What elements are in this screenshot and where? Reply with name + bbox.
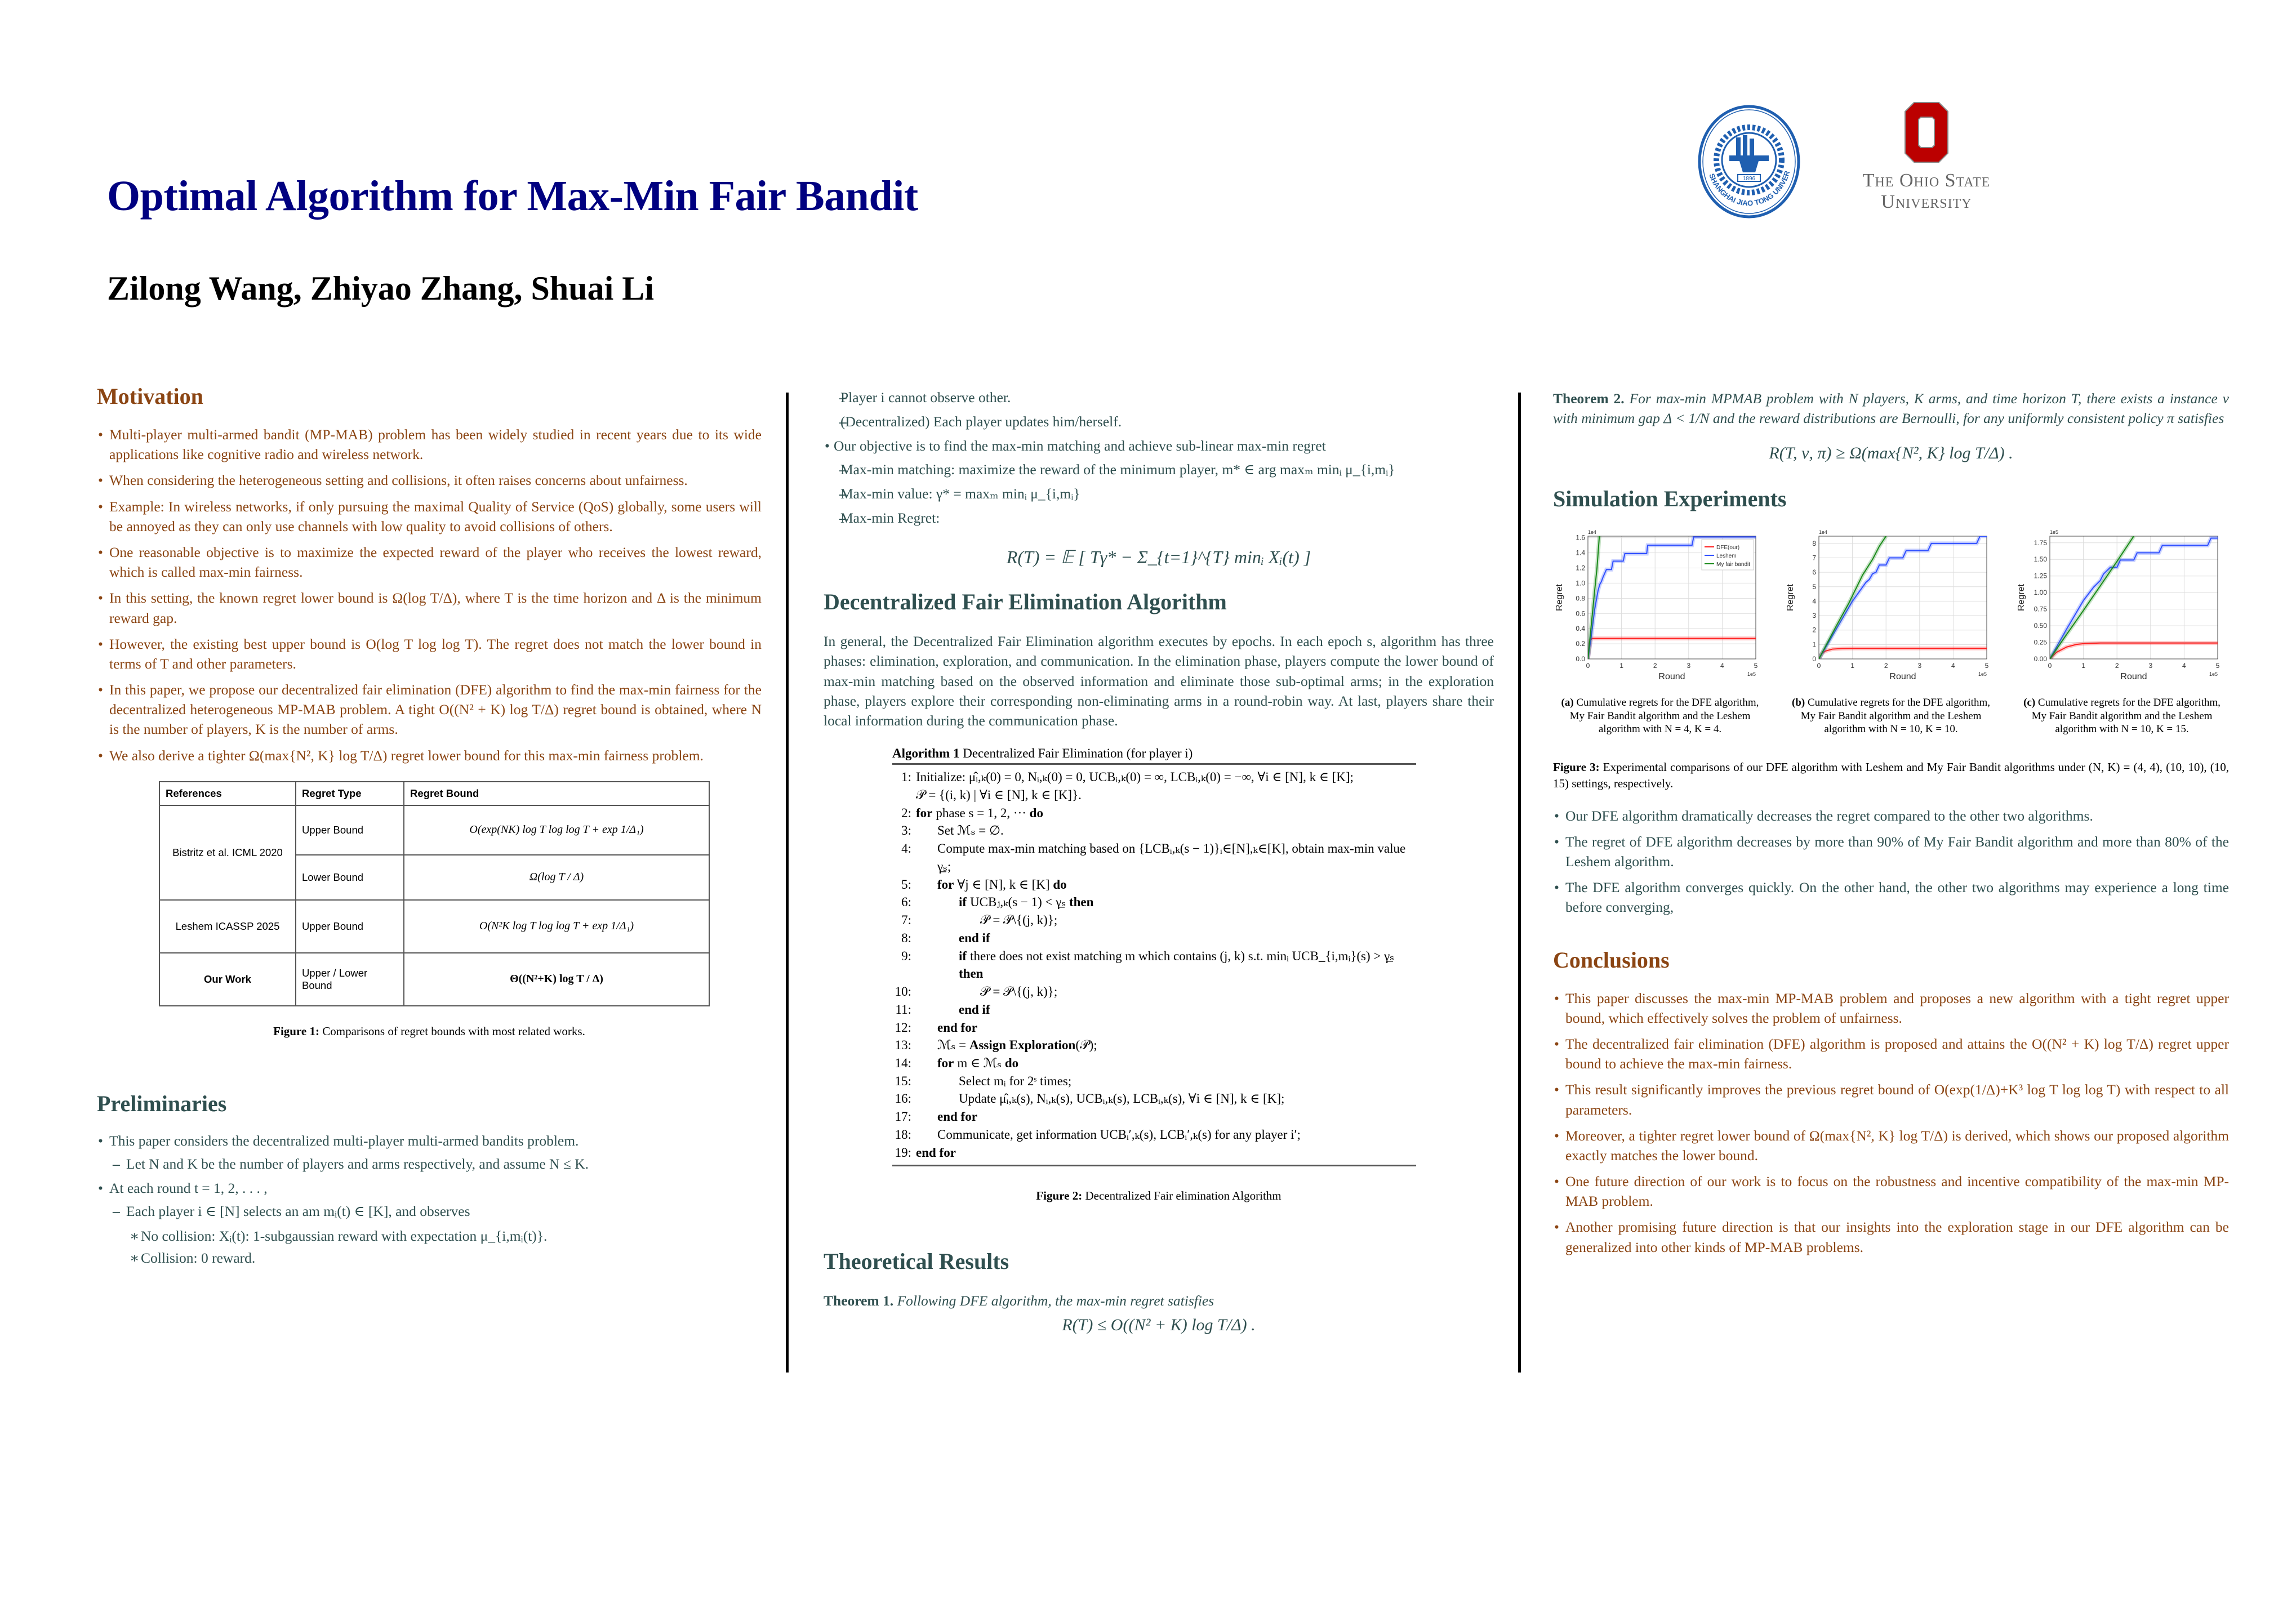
comparison-table-figure bbox=[97, 781, 762, 1039]
series-line-my-fair-bandit bbox=[2050, 536, 2134, 659]
simulation-bullet: • Our DFE algorithm dramatically decreases the regret compared to the other two algorithms. bbox=[1553, 806, 2229, 826]
chart-c-subcaption bbox=[2015, 696, 2229, 736]
algorithm-text: m ∈ ℳₛ bbox=[957, 1055, 1005, 1070]
preliminaries-body bbox=[97, 1131, 762, 1268]
x-tick-label: 2 bbox=[1653, 662, 1657, 670]
algorithm-line bbox=[892, 893, 1416, 911]
motivation-bullet: • We also derive a tighter Ω(max{N², K} log T/Δ) regret lower bound for this max-min fairness problem. bbox=[97, 746, 762, 765]
prelim-subsubbullet: ∗ Collision: 0 reward. bbox=[97, 1248, 762, 1268]
line-number: 11: bbox=[895, 1002, 911, 1017]
table-cell-type: Upper Bound bbox=[296, 805, 404, 855]
algorithm-figure bbox=[824, 746, 1494, 1203]
legend-label: Leshem bbox=[1716, 553, 1737, 560]
caption-label: Figure 2: bbox=[1036, 1189, 1083, 1203]
y-tick-label: 0.75 bbox=[2034, 605, 2047, 613]
section-heading-motivation: Motivation bbox=[97, 384, 203, 409]
line-body bbox=[916, 983, 1057, 1001]
osu-name-line1: The Ohio State bbox=[1862, 170, 1991, 191]
algorithm-line bbox=[892, 1054, 1416, 1072]
line-number: 9: bbox=[901, 948, 911, 963]
line-body bbox=[916, 1126, 1301, 1144]
chart-a-subcaption bbox=[1553, 696, 1767, 736]
y-tick-label: 1.75 bbox=[2034, 539, 2047, 547]
line-body bbox=[916, 893, 1093, 911]
line-body bbox=[916, 840, 1416, 875]
algorithm-box bbox=[892, 746, 1416, 1166]
y-tick-label: 0.0 bbox=[1576, 655, 1585, 663]
line-number: 7: bbox=[901, 913, 911, 928]
y-tick-label: 0.00 bbox=[2034, 655, 2047, 663]
y-tick-label: 8 bbox=[1812, 540, 1816, 548]
algorithm-line bbox=[892, 1108, 1416, 1126]
chart-a bbox=[1553, 525, 1767, 736]
middle-column bbox=[824, 387, 1494, 1345]
line-body bbox=[916, 804, 1043, 822]
objective-subbullet: – Max-min matching: maximize the reward of the minimum player, m* ∈ arg maxₘ minᵢ μ_{i,mᵢ} bbox=[824, 460, 1494, 479]
line-body bbox=[916, 929, 994, 947]
theoretical-results-section bbox=[824, 1248, 1494, 1334]
motivation-bullet: • One reasonable objective is to maximize the expected reward of the player who receives the lowest reward, which is called max-min fairness. bbox=[97, 542, 762, 582]
chart-row bbox=[1553, 525, 2229, 736]
algorithm-line bbox=[892, 1036, 1416, 1054]
y-multiplier: 1e4 bbox=[1588, 529, 1597, 536]
osu-logo bbox=[1853, 101, 2000, 214]
algorithm-line bbox=[892, 768, 1416, 786]
algorithm-keyword: for bbox=[916, 805, 933, 820]
y-tick-label: 4 bbox=[1812, 597, 1816, 605]
algorithm-line bbox=[892, 1001, 1416, 1019]
table-header-row bbox=[159, 782, 709, 805]
line-number: 3: bbox=[901, 823, 911, 838]
algorithm-lines bbox=[892, 768, 1416, 1161]
y-tick-label: 1.00 bbox=[2034, 589, 2047, 597]
line-number: 6: bbox=[901, 895, 911, 910]
y-axis-label: Regret bbox=[1555, 584, 1564, 612]
legend-label: My fair bandit bbox=[1716, 562, 1751, 568]
algorithm-text: ℳₛ = bbox=[937, 1038, 969, 1053]
objective-subbullet: – Max-min Regret: bbox=[824, 508, 1494, 528]
subcaption-text: Cumulative regrets for the DFE algorithm, My Fair Bandit algorithm and the Leshem algorithm with N = 10, K = 10. bbox=[1800, 697, 1990, 735]
prelim-bullet: • This paper considers the decentralized multi-player multi-armed bandits problem. bbox=[97, 1131, 762, 1151]
algorithm-line bbox=[892, 786, 1416, 804]
x-tick-label: 5 bbox=[1984, 662, 1989, 670]
theorem-1 bbox=[824, 1291, 1494, 1311]
prelim-subbullet: – Let N and K be the number of players and arms respectively, and assume N ≤ K. bbox=[97, 1154, 762, 1174]
line-number: 18: bbox=[895, 1127, 911, 1142]
series-band-dfe-our- bbox=[2050, 643, 2218, 659]
y-tick-label: 0.6 bbox=[1576, 609, 1585, 618]
algorithm-line bbox=[892, 983, 1416, 1001]
x-multiplier: 1e5 bbox=[2209, 671, 2218, 678]
motivation-bullet: • Example: In wireless networks, if only pursuing the maximal Quality of Service (QoS) globally, some users will be annoyed as they can only use channels with low quality to avoid collisions of others. bbox=[97, 497, 762, 536]
caption-text: Decentralized Fair elimination Algorithm bbox=[1085, 1189, 1282, 1203]
motivation-section bbox=[97, 383, 762, 765]
figure-1-caption bbox=[97, 1024, 762, 1039]
y-tick-label: 5 bbox=[1812, 583, 1816, 591]
theorem-2-equation: R(T, ν, π) ≥ Ω(max{N², K} log T/Δ) . bbox=[1769, 444, 2013, 463]
x-tick-label: 2 bbox=[2115, 662, 2119, 670]
y-tick-label: 1.25 bbox=[2034, 572, 2047, 581]
algorithm-line bbox=[892, 840, 1416, 875]
theorem-label: Theorem 2. bbox=[1553, 390, 1625, 407]
objective-bullet: • Our objective is to find the max-min matching and achieve sub-linear max-min regret bbox=[824, 436, 1494, 456]
algorithm-line bbox=[892, 929, 1416, 947]
line-body bbox=[916, 1019, 981, 1037]
dfe-paragraph: In general, the Decentralized Fair Elimination algorithm executes by epochs. In each epoch s, algorithm has three phases: elimination, exploration, and communication. In the elimination phase, players compute the lower bound of max-min matching based on the observed information and eliminate those sub-optimal arms; in the exploration phase, players explore their corresponding non-eliminating arms in a round-robin way. At last, players share their local information during the communication phase. bbox=[824, 633, 1494, 729]
chart-b-subcaption bbox=[1784, 696, 1998, 736]
series-band-leshem bbox=[2050, 538, 2218, 659]
algorithm-line bbox=[892, 911, 1416, 929]
algorithm-line bbox=[892, 1072, 1416, 1090]
x-tick-label: 0 bbox=[1586, 662, 1590, 670]
algorithm-text: ∀j ∈ [N], k ∈ [K] bbox=[957, 877, 1053, 892]
subcaption-text: Cumulative regrets for the DFE algorithm, My Fair Bandit algorithm and the Leshem algorithm with N = 10, K = 15. bbox=[2031, 697, 2221, 735]
section-heading-theory: Theoretical Results bbox=[824, 1249, 1009, 1275]
sjtu-logo bbox=[1696, 103, 1803, 221]
x-tick-label: 4 bbox=[1951, 662, 1955, 670]
preliminaries-section bbox=[97, 1090, 762, 1268]
line-number: 8: bbox=[901, 930, 911, 945]
algorithm-rule bbox=[892, 1165, 1416, 1166]
x-tick-label: 5 bbox=[1754, 662, 1758, 670]
prelim-subbullet: – Each player i ∈ [N] selects an am mᵢ(t) ∈ [K], and observes bbox=[97, 1201, 762, 1221]
algorithm-name: Decentralized Fair Elimination (for player i) bbox=[963, 746, 1193, 761]
algorithm-keyword: for bbox=[937, 1055, 954, 1070]
line-number: 2: bbox=[901, 805, 911, 820]
subcaption-label: (c) bbox=[2023, 697, 2036, 709]
line-body bbox=[916, 947, 1416, 983]
series-band-dfe-our- bbox=[1588, 639, 1756, 659]
plot-frame bbox=[2050, 536, 2218, 659]
motivation-list bbox=[97, 425, 762, 765]
y-tick-label: 0.25 bbox=[2034, 638, 2047, 647]
y-tick-label: 6 bbox=[1812, 568, 1816, 577]
line-number: 14: bbox=[895, 1055, 911, 1070]
table-header: Regret Bound bbox=[404, 782, 709, 805]
y-tick-label: 0.50 bbox=[2034, 622, 2047, 630]
algorithm-text: 𝒫 = 𝒫\{(j, k)}; bbox=[980, 984, 1058, 999]
x-tick-label: 3 bbox=[1687, 662, 1691, 670]
conclusion-bullet: • Another promising future direction is that our insights into the exploration stage in our DFE algorithm can be generalized into other kinds of MP-MAB problems. bbox=[1553, 1217, 2229, 1256]
series-line-dfe-our- bbox=[1588, 639, 1756, 659]
line-body bbox=[916, 1054, 1018, 1072]
objective-subbullet: – Max-min value: γ* = maxₘ minᵢ μ_{i,mᵢ} bbox=[824, 484, 1494, 503]
algorithm-text: Set ℳₛ = ∅. bbox=[937, 823, 1004, 838]
y-multiplier: 1e4 bbox=[1819, 529, 1828, 536]
x-tick-label: 3 bbox=[1917, 662, 1922, 670]
algorithm-line bbox=[892, 822, 1416, 840]
y-tick-label: 1.6 bbox=[1576, 534, 1585, 542]
line-number: 13: bbox=[895, 1038, 911, 1053]
right-column bbox=[1553, 389, 2229, 1263]
table-cell-bound: Ω(log T / Δ) bbox=[404, 855, 709, 900]
table-row bbox=[159, 805, 709, 855]
motivation-bullet: • When considering the heterogeneous setting and collisions, it often raises concerns about unfairness. bbox=[97, 470, 762, 490]
motivation-bullet: • Multi-player multi-armed bandit (MP-MAB) problem has been widely studied in recent years due to its wide applications like cognitive radio and wireless network. bbox=[97, 425, 762, 464]
theorem-text: Following DFE algorithm, the max-min regret satisfies bbox=[897, 1293, 1214, 1309]
x-tick-label: 0 bbox=[1817, 662, 1821, 670]
y-tick-label: 0.4 bbox=[1576, 625, 1585, 633]
poster-title: Optimal Algorithm for Max-Min Fair Bandit bbox=[107, 172, 918, 220]
table-cell-type: Lower Bound bbox=[296, 855, 404, 900]
column-divider bbox=[786, 393, 789, 1373]
prelim-bullet: • At each round t = 1, 2, . . . , bbox=[97, 1178, 762, 1198]
series-band-dfe-our- bbox=[1819, 649, 1987, 660]
line-body bbox=[916, 1144, 959, 1162]
theorem-1-equation: R(T) ≤ O((N² + K) log T/Δ) . bbox=[1062, 1315, 1256, 1334]
algorithm-line bbox=[892, 1090, 1416, 1108]
table-row bbox=[159, 900, 709, 953]
figure-2-caption bbox=[824, 1189, 1494, 1203]
osu-name-line2: University bbox=[1881, 191, 1972, 212]
subcaption-text: Cumulative regrets for the DFE algorithm, My Fair Bandit algorithm and the Leshem algorithm with N = 4, K = 4. bbox=[1569, 697, 1759, 735]
x-axis-label: Round bbox=[2120, 672, 2147, 682]
line-number: 16: bbox=[895, 1091, 911, 1106]
prelim-subsubbullet: ∗ No collision: Xᵢ(t): 1-subgaussian reward with expectation μ_{i,mᵢ(t)}. bbox=[97, 1226, 762, 1246]
table-cell-ref: Bistritz et al. ICML 2020 bbox=[159, 805, 296, 900]
caption-text: Experimental comparisons of our DFE algorithm with Leshem and My Fair Bandit algorithms under (N, K) = (4, 4), (10, 10), (10, 15) settings, respectively. bbox=[1553, 760, 2229, 791]
algorithm-keyword: do bbox=[1004, 1055, 1019, 1070]
legend-label: DFE(our) bbox=[1716, 545, 1740, 551]
algorithm-line bbox=[892, 947, 1416, 983]
series-band-leshem bbox=[1819, 536, 1987, 659]
algorithm-line bbox=[892, 876, 1416, 894]
line-body bbox=[916, 1108, 981, 1126]
algorithm-keyword: end for bbox=[937, 1109, 977, 1124]
y-tick-label: 2 bbox=[1812, 626, 1816, 635]
table-row bbox=[159, 953, 709, 1006]
author-list: Zilong Wang, Zhiyao Zhang, Shuai Li bbox=[107, 270, 654, 307]
conclusion-bullet: • The decentralized fair elimination (DFE) algorithm is proposed and attains the O((N² + K) log T/Δ) regret upper bound to achieve the max-min fairness. bbox=[1553, 1034, 2229, 1073]
caption-label: Figure 1: bbox=[273, 1024, 319, 1038]
algorithm-line bbox=[892, 1126, 1416, 1144]
x-tick-label: 3 bbox=[2148, 662, 2153, 670]
algorithm-keyword: do bbox=[1029, 805, 1043, 820]
algorithm-line bbox=[892, 1144, 1416, 1162]
motivation-bullet: • In this setting, the known regret lower bound is Ω(log T/Δ), where T is the time horizon and Δ is the minimum reward gap. bbox=[97, 588, 762, 627]
prelim-subbullet: – (Decentralized) Each player updates him/herself. bbox=[824, 412, 1494, 431]
line-number: 15: bbox=[895, 1073, 911, 1088]
algorithm-label: Algorithm 1 bbox=[892, 746, 960, 761]
algorithm-text: UCBⱼ,ₖ(s − 1) < γ̲ₛ bbox=[970, 895, 1069, 910]
motivation-bullet: • In this paper, we propose our decentralized fair elimination (DFE) algorithm to find the max-min fairness for the decentralized heterogeneous MP-MAB problem. A tight O((N² + K) log T/Δ) regret bound is obtained, where N is the number of players, K is the number of arms. bbox=[97, 680, 762, 739]
simulation-section bbox=[1553, 485, 2229, 917]
line-body bbox=[916, 768, 1354, 786]
line-body bbox=[916, 911, 1057, 929]
y-axis-label: Regret bbox=[2017, 584, 2026, 612]
algorithm-keyword: end for bbox=[937, 1020, 977, 1035]
algorithm-keyword: end if bbox=[959, 930, 990, 945]
x-multiplier: 1e5 bbox=[1747, 671, 1756, 678]
line-body bbox=[916, 1001, 994, 1019]
algorithm-keyword: Assign Exploration bbox=[969, 1038, 1076, 1053]
line-body bbox=[916, 1090, 1284, 1108]
chart-c bbox=[2015, 525, 2229, 736]
line-number: 10: bbox=[895, 984, 911, 999]
line-body bbox=[916, 1036, 1097, 1054]
algorithm-text: 𝒫 = {(i, k) | ∀i ∈ [N], k ∈ [K]}. bbox=[916, 787, 1082, 802]
y-tick-label: 0 bbox=[1812, 655, 1816, 663]
conclusion-bullet: • One future direction of our work is to focus on the robustness and incentive compatibility of the max-min MP-MAB problem. bbox=[1553, 1171, 2229, 1211]
algorithm-keyword: then bbox=[959, 966, 984, 981]
line-body bbox=[916, 1072, 1071, 1090]
x-tick-label: 4 bbox=[2182, 662, 2186, 670]
algorithm-text: (𝒫); bbox=[1075, 1038, 1097, 1053]
section-heading-preliminaries: Preliminaries bbox=[97, 1090, 227, 1116]
table-header: References bbox=[159, 782, 296, 805]
algorithm-text: Update μ̂ᵢ,ₖ(s), Nᵢ,ₖ(s), UCBᵢ,ₖ(s), LCBᵢ,ₖ(s), ∀i ∈ [N], k ∈ [K]; bbox=[959, 1091, 1285, 1106]
conclusion-bullet: • This paper discusses the max-min MP-MAB problem and proposes a new algorithm with a tight regret upper bound, which effectively solves the problem of unfairness. bbox=[1553, 988, 2229, 1028]
x-tick-label: 4 bbox=[1720, 662, 1724, 670]
line-body bbox=[916, 876, 1067, 894]
algorithm-keyword: for bbox=[937, 877, 954, 892]
prelim-subbullet: – Player i cannot observe other. bbox=[824, 387, 1494, 407]
conclusion-bullet: • This result significantly improves the previous regret bound of O(exp(1/Δ)+K³ log T log log T) with respect to all parameters. bbox=[1553, 1080, 2229, 1119]
regret-chart-b bbox=[1784, 525, 1998, 694]
caption-text: Comparisons of regret bounds with most related works. bbox=[322, 1024, 585, 1038]
sjtu-seal-icon bbox=[1696, 103, 1803, 221]
algorithm-keyword: then bbox=[1069, 895, 1094, 910]
sjtu-year: 1896 bbox=[1742, 176, 1756, 182]
algorithm-text: 𝒫 = 𝒫\{(j, k)}; bbox=[980, 913, 1058, 928]
table-cell-type: Upper Bound bbox=[296, 900, 404, 953]
conclusions-section bbox=[1553, 947, 2229, 1257]
left-column bbox=[97, 383, 762, 1270]
y-tick-label: 1.2 bbox=[1576, 564, 1585, 572]
theorem-label: Theorem 1. bbox=[824, 1293, 894, 1309]
x-tick-label: 1 bbox=[1619, 662, 1623, 670]
table-cell-ref: Leshem ICASSP 2025 bbox=[159, 900, 296, 953]
table-cell-bound: O(exp(NK) log T log log T + exp 1/Δ₁) bbox=[404, 805, 709, 855]
subcaption-label: (b) bbox=[1792, 697, 1805, 709]
algorithm-text: Compute max-min matching based on {LCBᵢ,ₖ(s − 1)}ᵢ∈[N],ₖ∈[K], obtain max-min value γ̲ₛ; bbox=[937, 841, 1406, 874]
line-body bbox=[916, 822, 1004, 840]
line-number: 1: bbox=[901, 770, 911, 785]
line-number: 17: bbox=[895, 1109, 911, 1124]
sjtu-ring-text: SHANGHAI JIAO TONG UNIVER bbox=[1707, 170, 1792, 208]
x-tick-label: 2 bbox=[1884, 662, 1888, 670]
figure-3-caption bbox=[1553, 759, 2229, 792]
x-tick-label: 0 bbox=[2048, 662, 2052, 670]
algorithm-line bbox=[892, 804, 1416, 822]
y-tick-label: 1.0 bbox=[1576, 579, 1585, 587]
simulation-bullet: • The DFE algorithm converges quickly. On the other hand, the other two algorithms may experience a long time before converging, bbox=[1553, 877, 2229, 917]
block-o-icon bbox=[1904, 101, 1949, 163]
dfe-section bbox=[824, 589, 1494, 730]
y-tick-label: 7 bbox=[1812, 554, 1816, 562]
algorithm-text: phase s = 1, 2, ··· bbox=[936, 805, 1030, 820]
x-axis-label: Round bbox=[1658, 672, 1685, 682]
y-axis-label: Regret bbox=[1786, 584, 1795, 612]
theorem-2 bbox=[1553, 389, 2229, 428]
conclusions-list bbox=[1553, 988, 2229, 1257]
line-number: 12: bbox=[895, 1020, 911, 1035]
regret-comparison-table bbox=[159, 781, 710, 1006]
section-heading-simulation: Simulation Experiments bbox=[1553, 486, 1787, 512]
line-number: 5: bbox=[901, 877, 911, 892]
motivation-bullet: • However, the existing best upper bound is O(log T log log T). The regret does not match the lower bound in terms of T and other parameters. bbox=[97, 634, 762, 674]
y-tick-label: 1 bbox=[1812, 640, 1816, 649]
objective-block bbox=[824, 387, 1494, 569]
algorithm-keyword: end for bbox=[916, 1145, 956, 1160]
regret-chart-c bbox=[2015, 525, 2229, 694]
algorithm-keyword: if bbox=[959, 948, 967, 963]
x-multiplier: 1e5 bbox=[1978, 671, 1987, 678]
column-divider bbox=[1518, 393, 1521, 1373]
table-header: Regret Type bbox=[296, 782, 404, 805]
table-cell-ref: Our Work bbox=[159, 953, 296, 1006]
line-number: 4: bbox=[901, 841, 911, 856]
table-cell-type: Upper / Lower Bound bbox=[296, 953, 404, 1006]
simulation-list bbox=[1553, 806, 2229, 917]
algorithm-keyword: if bbox=[959, 895, 967, 910]
subcaption-label: (a) bbox=[1561, 697, 1574, 709]
y-tick-label: 3 bbox=[1812, 612, 1816, 620]
regret-chart-a bbox=[1553, 525, 1767, 694]
y-tick-label: 1.50 bbox=[2034, 555, 2047, 564]
algorithm-keyword: do bbox=[1053, 877, 1067, 892]
theorem-text: For max-min MPMAB problem with N players, K arms, and time horizon T, there exists a instance ν with minimum gap Δ < 1/N and the reward distributions are Bernoulli, for any uniformly consistent policy π satisfies bbox=[1553, 390, 2229, 427]
y-tick-label: 1.4 bbox=[1576, 549, 1585, 557]
algorithm-text: there does not exist matching m which contains (j, k) s.t. minᵢ UCB_{i,mᵢ}(s) > γ̲ₛ bbox=[970, 948, 1395, 963]
x-tick-label: 1 bbox=[1850, 662, 1854, 670]
section-heading-conclusions: Conclusions bbox=[1553, 947, 1670, 973]
algorithm-text: Select mᵢ for 2ˢ times; bbox=[959, 1073, 1072, 1088]
line-body bbox=[916, 786, 1082, 804]
algorithm-keyword: end if bbox=[959, 1002, 990, 1017]
y-tick-label: 0.2 bbox=[1576, 640, 1585, 648]
conclusion-bullet: • Moreover, a tighter regret lower bound of Ω(max{N², K} log T/Δ) is derived, which shows our proposed algorithm exactly matches the lower bound. bbox=[1553, 1126, 2229, 1165]
x-tick-label: 5 bbox=[2215, 662, 2220, 670]
y-tick-label: 0.8 bbox=[1576, 594, 1585, 603]
x-tick-label: 1 bbox=[2081, 662, 2085, 670]
algorithm-text: Communicate, get information UCBᵢ′,ₖ(s), LCBᵢ′,ₖ(s) for any player i′; bbox=[937, 1127, 1301, 1142]
simulation-bullet: • The regret of DFE algorithm decreases by more than 90% of My Fair Bandit algorithm and more than 80% of the Leshem algorithm. bbox=[1553, 832, 2229, 871]
caption-label: Figure 3: bbox=[1553, 760, 1600, 774]
algorithm-text: Initialize: μ̂ᵢ,ₖ(0) = 0, Nᵢ,ₖ(0) = 0, UCBᵢ,ₖ(0) = ∞, LCBᵢ,ₖ(0) = −∞, ∀i ∈ [N], k ∈ [K]; bbox=[916, 770, 1354, 785]
line-number bbox=[892, 786, 916, 804]
regret-equation: R(T) = 𝔼 [ Tγ* − Σ_{t=1}^{T} minᵢ Xᵢ(t) ] bbox=[1006, 547, 1311, 568]
algorithm-title bbox=[892, 746, 1416, 765]
table-cell-bound: O(N²K log T log log T + exp 1/Δ₁) bbox=[404, 900, 709, 953]
x-axis-label: Round bbox=[1889, 672, 1916, 682]
y-multiplier: 1e5 bbox=[2050, 529, 2059, 536]
chart-b bbox=[1784, 525, 1998, 736]
section-heading-dfe: Decentralized Fair Elimination Algorithm bbox=[824, 589, 1227, 615]
algorithm-line bbox=[892, 1019, 1416, 1037]
line-number: 19: bbox=[895, 1145, 911, 1160]
table-cell-bound: Θ((N²+K) log T / Δ) bbox=[404, 953, 709, 1006]
